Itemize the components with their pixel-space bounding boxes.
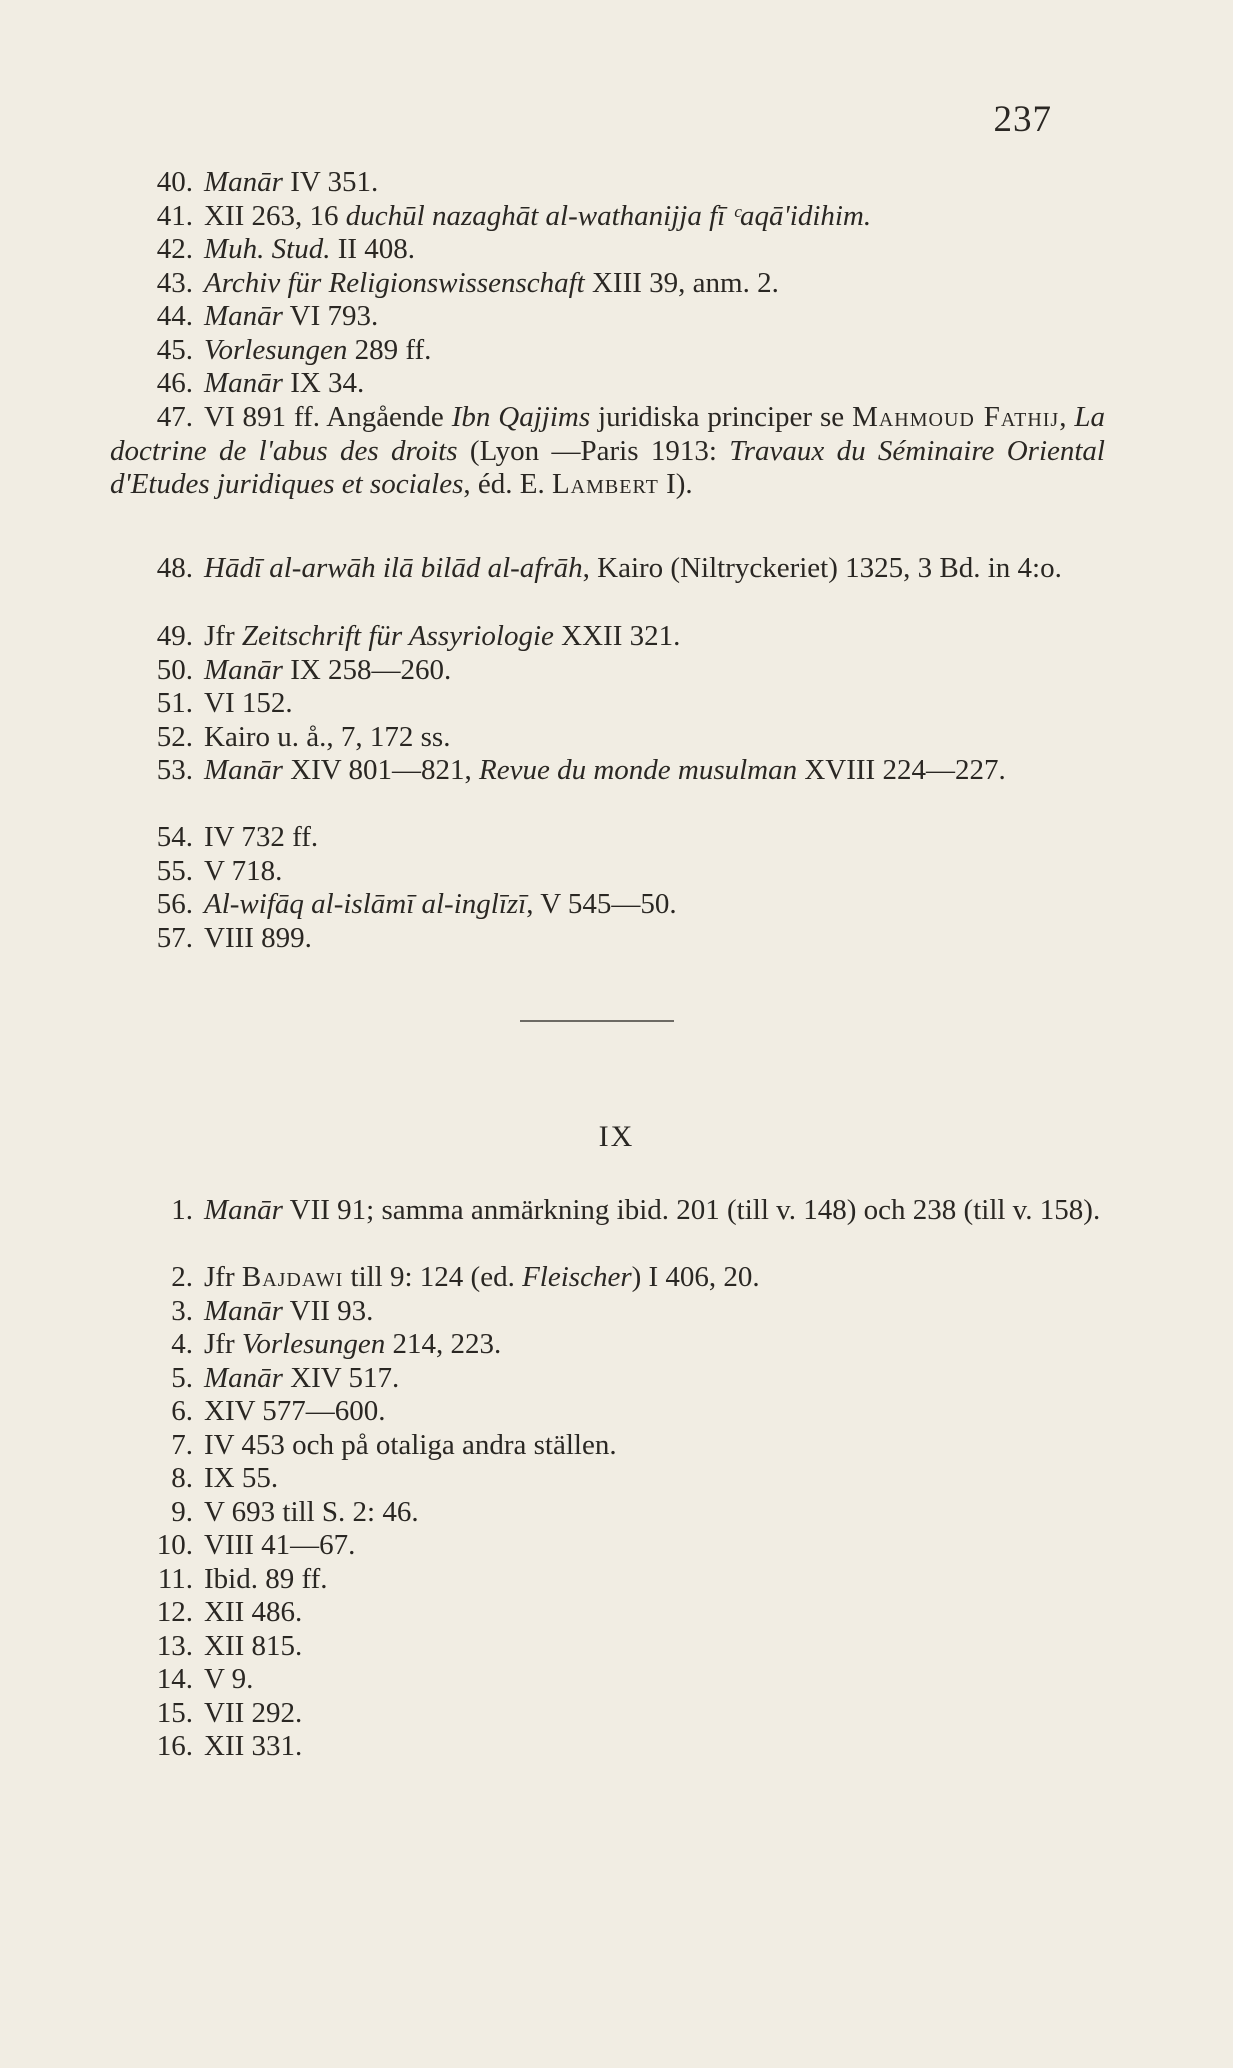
italic-text: Archiv für Religionswissenschaft xyxy=(204,266,585,299)
footnote-line xyxy=(110,1328,1105,1362)
footnote-number: 16. xyxy=(156,1730,193,1762)
text-run: VII 93. xyxy=(282,1294,374,1327)
text-run: XIII 39, anm. 2. xyxy=(584,266,779,299)
text-run: XII 486. xyxy=(204,1596,303,1628)
footnote-line xyxy=(110,1663,1105,1697)
footnote-line xyxy=(110,855,1105,889)
footnote-number: 42. xyxy=(156,233,193,265)
text-run: IX 258—260. xyxy=(282,653,452,686)
text-run: Jfr xyxy=(204,1261,242,1293)
footnote-48 xyxy=(110,552,1105,586)
text-run: VII 91; samma anmärkning ibid. 201 (till v. 148) och 238 (till v. 158). xyxy=(282,1194,1101,1226)
footnote-number: 45. xyxy=(156,333,193,366)
footnote-number: 6. xyxy=(171,1395,193,1427)
footnote-number: 57. xyxy=(156,921,193,954)
footnote-line xyxy=(110,821,1105,855)
text-run: IX 55. xyxy=(204,1462,279,1494)
footnote-53 xyxy=(110,754,1105,788)
text-run: VIII 41—67. xyxy=(204,1529,356,1561)
footnote-line xyxy=(110,1395,1105,1429)
italic-text: Muh. Stud. xyxy=(204,233,331,265)
italic-text: Manār xyxy=(204,754,283,786)
footnote-number: 14. xyxy=(156,1663,193,1695)
footnote-number: 15. xyxy=(156,1696,193,1729)
footnote-line xyxy=(110,1697,1105,1731)
footnote-number: 44. xyxy=(156,300,193,332)
footnote-number: 52. xyxy=(156,720,193,753)
text-run: XII 815. xyxy=(204,1629,303,1662)
text-run: IX 34. xyxy=(282,367,365,399)
italic-text: Manār xyxy=(204,1294,283,1327)
text-run: XXII 321. xyxy=(553,620,681,652)
text-run: II 408. xyxy=(330,233,416,265)
italic-text: Ibn Qajjims xyxy=(451,401,591,433)
footnote-number: 13. xyxy=(156,1629,193,1662)
italic-text: Manār xyxy=(204,367,283,399)
footnote-number: 47. xyxy=(156,401,193,433)
footnote-line xyxy=(110,1261,1105,1295)
section-divider xyxy=(520,1020,674,1022)
italic-text: Travaux du Séminaire Oriental d'Etudes juridiques et sociales xyxy=(110,434,1105,500)
text-run: XVIII 224—227. xyxy=(797,754,1006,786)
small-caps-name: Lambert xyxy=(551,468,659,500)
text-run: juridiska principer se xyxy=(590,401,853,433)
footnote-line xyxy=(110,888,1105,922)
text-run: (Lyon —Paris 1913: xyxy=(457,434,730,467)
footnote-line xyxy=(110,200,1105,234)
footnote-number: 8. xyxy=(171,1462,193,1494)
footnote-number: 50. xyxy=(156,653,193,686)
italic-text: Manār xyxy=(204,300,283,332)
footnote-line xyxy=(110,334,1105,368)
ix-notes-list xyxy=(110,1261,1105,1764)
footnote-line xyxy=(110,1596,1105,1630)
footnote-line xyxy=(110,1730,1105,1764)
footnote-number: 41. xyxy=(156,199,193,232)
italic-text: La doctrine de l'abus des droits xyxy=(110,401,1106,467)
footnote-line xyxy=(110,1563,1105,1597)
text-run: , éd. E. xyxy=(463,468,552,500)
footnote-number: 5. xyxy=(171,1361,193,1394)
italic-text: Manār xyxy=(204,1361,283,1394)
text-run: IV 732 ff. xyxy=(204,821,319,853)
text-run: , Kairo (Niltryckeriet) 1325, 3 Bd. in 4:o. xyxy=(582,552,1062,584)
ix-footnote-1 xyxy=(110,1194,1105,1228)
footnote-line xyxy=(110,166,1105,200)
footnote-line xyxy=(110,1429,1105,1463)
italic-text: Manār xyxy=(204,1194,283,1226)
italic-text: Hādī al-arwāh ilā bilād al-afrāh xyxy=(204,552,583,584)
footnote-line xyxy=(110,233,1105,267)
italic-text: Vorlesungen xyxy=(204,333,348,366)
footnote-number: 11. xyxy=(157,1562,193,1595)
text-run: I). xyxy=(658,468,693,500)
footnote-number: 40. xyxy=(156,166,193,198)
text-run: , V 545—50. xyxy=(526,888,677,920)
text-run: Jfr xyxy=(204,1328,242,1360)
text-run: ) I 406, 20. xyxy=(631,1261,760,1293)
text-run: VI 891 ff. Angående xyxy=(204,401,452,433)
text-run: VI 152. xyxy=(204,687,293,719)
small-caps-name: Mahmoud Fathij xyxy=(852,401,1060,433)
footnote-number: 2. xyxy=(171,1261,193,1293)
footnote-number: 4. xyxy=(171,1328,193,1360)
small-caps-name: Bajdawi xyxy=(241,1261,344,1293)
footnote-line xyxy=(110,367,1105,401)
text-run: XIV 517. xyxy=(282,1361,400,1394)
footnote-number: 49. xyxy=(156,620,193,652)
text-run: XII 331. xyxy=(204,1730,303,1762)
italic-text: duchūl nazaghāt al-wathanijja fī ᶜaqā'idihim. xyxy=(345,199,872,232)
text-run: V 9. xyxy=(204,1663,254,1695)
footnote-line xyxy=(110,1462,1105,1496)
footnote-number: 7. xyxy=(171,1428,193,1461)
italic-text: Manār xyxy=(204,166,283,198)
text-run: , xyxy=(1059,401,1075,433)
text-run: VI 793. xyxy=(282,300,379,332)
notes-mid-list xyxy=(110,620,1105,754)
footnote-line xyxy=(110,922,1105,956)
footnote-line xyxy=(110,687,1105,721)
notes-after-list xyxy=(110,821,1105,955)
italic-text: Revue du monde musulman xyxy=(478,754,798,786)
footnote-line xyxy=(110,721,1105,755)
text-run: Ibid. 89 ff. xyxy=(204,1562,328,1595)
text-run: VIII 899. xyxy=(204,921,312,954)
text-run: Kairo u. å., 7, 172 ss. xyxy=(204,720,451,753)
text-run: XII 263, 16 xyxy=(204,199,346,232)
footnote-number: 3. xyxy=(171,1294,193,1327)
footnote-number: 53. xyxy=(156,754,193,786)
footnote-number: 56. xyxy=(156,888,193,920)
italic-text: Manār xyxy=(204,653,283,686)
footnote-line xyxy=(110,1529,1105,1563)
footnote-number: 48. xyxy=(156,552,193,584)
footnote-number: 54. xyxy=(156,821,193,853)
text-run: VII 292. xyxy=(204,1696,303,1729)
section-heading: IX xyxy=(598,1120,635,1153)
text-run: V 718. xyxy=(204,854,283,887)
footnote-line xyxy=(110,654,1105,688)
italic-text: Vorlesungen xyxy=(241,1328,386,1360)
footnote-line xyxy=(110,300,1105,334)
italic-text: Zeitschrift für Assyriologie xyxy=(241,620,554,652)
text-run: Jfr xyxy=(204,620,242,652)
footnote-line xyxy=(110,1295,1105,1329)
italic-text: Al-wifāq al-islāmī al-inglīzī xyxy=(204,888,527,920)
text-run: IV 351. xyxy=(282,166,379,198)
footnote-line xyxy=(110,1362,1105,1396)
footnote-number: 51. xyxy=(156,687,193,719)
footnote-number: 43. xyxy=(156,266,193,299)
page-number: 237 xyxy=(993,99,1052,140)
footnote-number: 46. xyxy=(156,367,193,399)
text-run: 214, 223. xyxy=(385,1328,502,1360)
footnote-line xyxy=(110,267,1105,301)
footnote-line xyxy=(110,1630,1105,1664)
footnote-number: 55. xyxy=(156,854,193,887)
footnote-47 xyxy=(110,401,1105,502)
text-run: IV 453 och på otaliga andra ställen. xyxy=(204,1428,617,1461)
text-run: XIV 801—821, xyxy=(282,754,479,786)
footnote-number: 1. xyxy=(171,1194,193,1226)
italic-text: Fleischer xyxy=(522,1261,632,1293)
footnote-number: 9. xyxy=(171,1495,193,1528)
text-run: till 9: 124 (ed. xyxy=(343,1261,523,1293)
text-run: XIV 577—600. xyxy=(204,1395,386,1427)
footnote-line xyxy=(110,1496,1105,1530)
footnote-number: 10. xyxy=(156,1529,193,1561)
notes-before-list xyxy=(110,166,1105,401)
footnote-number: 12. xyxy=(156,1596,193,1628)
text-run: 289 ff. xyxy=(347,333,432,366)
footnote-line xyxy=(110,620,1105,654)
text-run: V 693 till S. 2: 46. xyxy=(204,1495,419,1528)
